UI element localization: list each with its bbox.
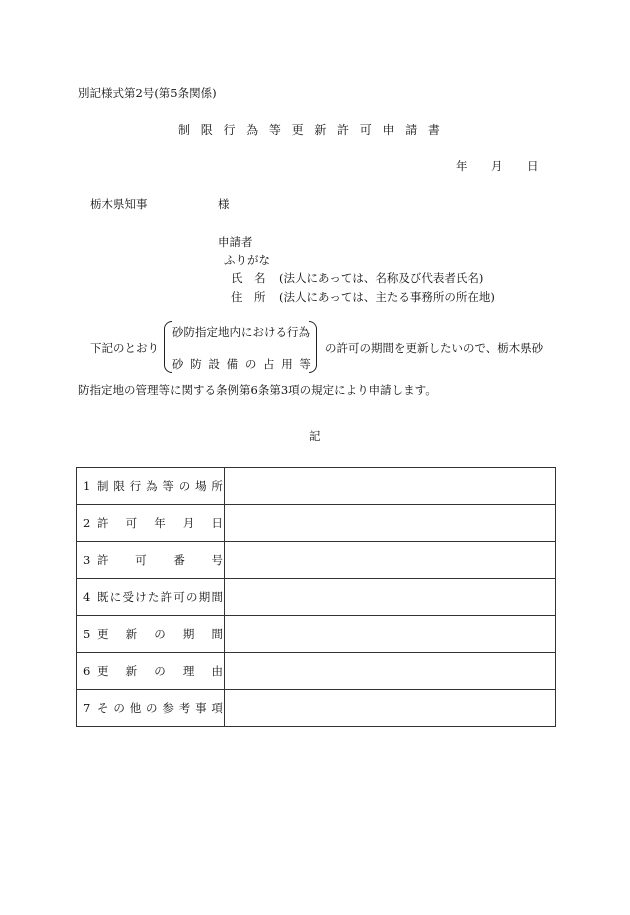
row-value-cell[interactable] — [225, 690, 556, 727]
body-option-occupancy: 砂 防 設 備 の 占 用 等 — [172, 357, 311, 371]
applicant-furigana: ふりがな — [224, 253, 270, 267]
row-label-cell — [77, 505, 225, 542]
bracket-left — [164, 321, 172, 373]
applicant-name-label: 氏 名 — [231, 271, 266, 285]
row-value-cell[interactable] — [225, 653, 556, 690]
row-label-cell — [77, 579, 225, 616]
body-prefix: 下記のとおり — [90, 341, 159, 355]
table-row — [77, 579, 556, 616]
addressee-name: 栃木県知事 — [90, 197, 148, 211]
table-row — [77, 653, 556, 690]
row-value-cell[interactable] — [225, 616, 556, 653]
row-label-cell — [77, 690, 225, 727]
body-line2: 防指定地の管理等に関する条例第6条第3項の規定により申請します。 — [78, 383, 437, 397]
table-row — [77, 690, 556, 727]
row-label-cell — [77, 542, 225, 579]
table-row — [77, 468, 556, 505]
row-number: 5 — [83, 627, 91, 641]
row-label: 更 新 の 理 由 — [97, 664, 223, 678]
document-title: 制 限 行 為 等 更 新 許 可 申 請 書 — [178, 123, 440, 137]
ki-heading: 記 — [309, 429, 321, 443]
row-label: 許 可 番 号 — [97, 553, 223, 567]
row-number: 1 — [83, 479, 91, 493]
row-label: 更 新 の 期 間 — [97, 627, 223, 641]
row-label: そ の 他 の 参 考 事 項 — [97, 701, 223, 715]
applicant-name-note: (法人にあっては、名称及び代表者氏名) — [279, 271, 484, 285]
date-year-label: 年 — [456, 159, 468, 173]
table-row — [77, 505, 556, 542]
body-suffix: の許可の期間を更新したいので、栃木県砂 — [325, 341, 544, 355]
date-month-label: 月 — [491, 159, 503, 173]
row-label: 許 可 年 月 日 — [97, 516, 223, 530]
addressee-honorific: 様 — [218, 197, 230, 211]
row-label-cell — [77, 468, 225, 505]
applicant-address-note: (法人にあっては、主たる事務所の所在地) — [279, 290, 495, 304]
row-number: 6 — [83, 664, 91, 678]
details-table — [76, 467, 556, 727]
row-value-cell[interactable] — [225, 505, 556, 542]
row-label-cell — [77, 616, 225, 653]
row-value-cell[interactable] — [225, 542, 556, 579]
row-number: 3 — [83, 553, 91, 567]
applicant-address-label: 住 所 — [231, 290, 266, 304]
date-day-label: 日 — [527, 159, 539, 173]
row-number: 4 — [83, 590, 91, 604]
form-number: 別記様式第2号(第5条関係) — [78, 86, 217, 100]
row-number: 2 — [83, 516, 91, 530]
row-label-cell — [77, 653, 225, 690]
applicant-heading: 申請者 — [218, 235, 253, 249]
row-value-cell[interactable] — [225, 468, 556, 505]
row-label: 制 限 行 為 等 の 場 所 — [97, 479, 223, 493]
table-row — [77, 616, 556, 653]
row-label: 既 に 受 け た 許 可 の 期 間 — [97, 590, 223, 604]
row-number: 7 — [83, 701, 91, 715]
table-row — [77, 542, 556, 579]
body-option-activity: 砂防指定地内における行為 — [172, 325, 310, 339]
row-value-cell[interactable] — [225, 579, 556, 616]
